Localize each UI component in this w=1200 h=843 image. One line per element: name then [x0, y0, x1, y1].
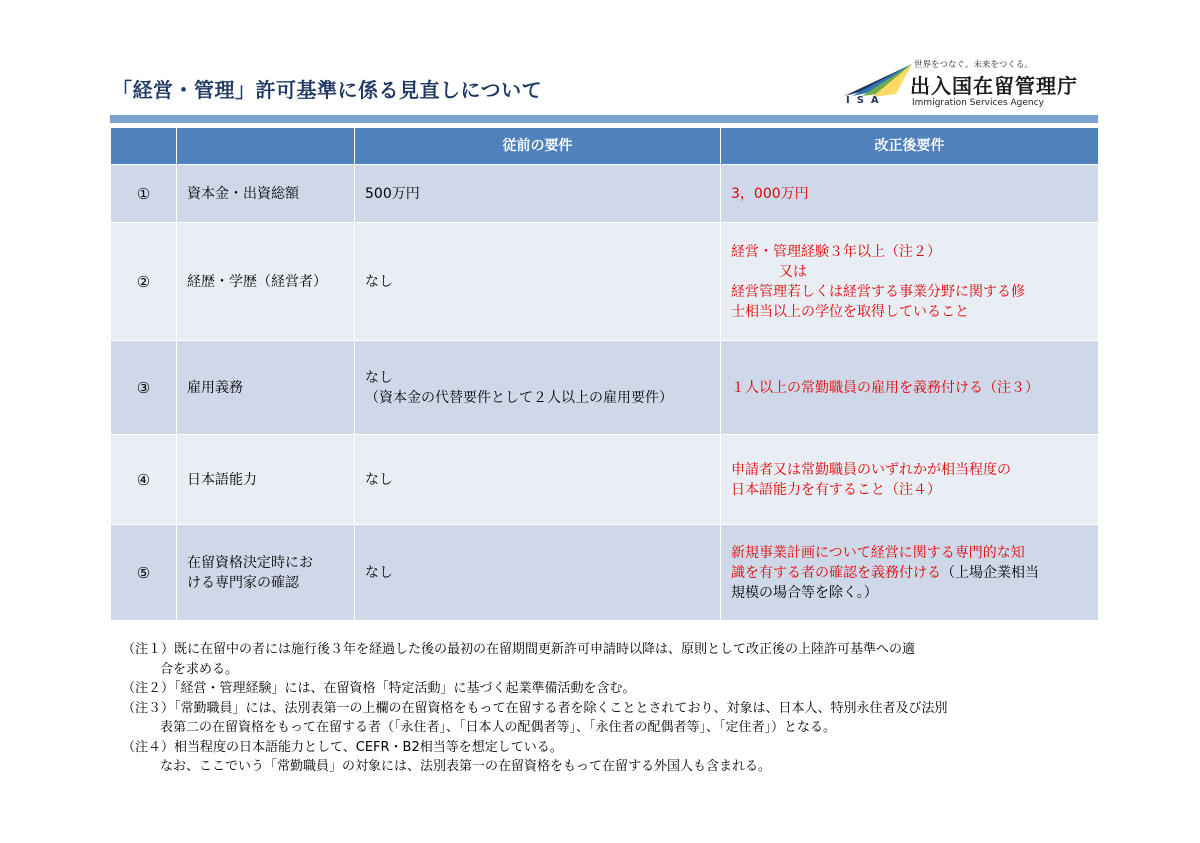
- after-line: 経営・管理経験３年以上（注２）: [731, 243, 941, 260]
- agency-logo: [842, 58, 1092, 114]
- after-line: 又は: [779, 263, 807, 280]
- table-row: [111, 223, 1099, 341]
- row-number: ④: [111, 435, 177, 525]
- row-after-requirement: [721, 341, 1099, 435]
- before-line: 500万円: [365, 185, 420, 202]
- after-line: １人以上の常勤職員の雇用を義務付ける（注３）: [731, 379, 1039, 396]
- after-note: 規模の場合等を除く。）: [731, 584, 878, 601]
- row-item: 経歴・学歴（経営者）: [177, 223, 355, 341]
- logo-english-name: Immigration Services Agency: [912, 98, 1044, 108]
- row-after-requirement: [721, 223, 1099, 341]
- before-line: なし: [365, 564, 393, 581]
- row-before-requirement: [355, 223, 721, 341]
- table-row: [111, 435, 1099, 525]
- footnote-line: 合を求める。: [160, 661, 239, 677]
- before-line: なし: [365, 273, 393, 290]
- footnote-line: （注３）「常勤職員」には、法別表第一の上欄の在留資格をもって在留する者を除くこととされており、対象は、日本人、特別永住者及び法別: [122, 700, 948, 716]
- after-line: 3，000万円: [731, 185, 809, 202]
- before-line: なし: [365, 471, 393, 488]
- after-line: 経営管理若しくは経営する事業分野に関する修: [731, 283, 1025, 300]
- after-line: 識を有する者の確認を義務付ける: [731, 564, 941, 581]
- row-after-requirement: [721, 525, 1099, 621]
- table-body: [111, 165, 1099, 621]
- header-item: [177, 128, 355, 165]
- table-row: [111, 525, 1099, 621]
- row-after-requirement: [721, 435, 1099, 525]
- page-title: 「経営・管理」許可基準に係る見直しについて: [112, 78, 543, 102]
- row-after-requirement: [721, 165, 1099, 223]
- row-number: ⑤: [111, 525, 177, 621]
- footnote-line: （注２）「経営・管理経験」には、在留資格「特定活動」に基づく起業準備活動を含む。: [122, 681, 636, 696]
- footnote-line: （注１）既に在留中の者には施行後３年を経過した後の最初の在留期間更新許可申請時以降は、原則として改正後の上陸許可基準への適: [122, 642, 916, 657]
- header-before: 従前の要件: [355, 128, 721, 165]
- title-divider: [110, 115, 1098, 123]
- footnotes: [122, 640, 1092, 777]
- logo-tagline: 世界をつなぐ。未来をつくる。: [914, 60, 1033, 70]
- row-item: 雇用義務: [177, 341, 355, 435]
- row-before-requirement: [355, 165, 721, 223]
- row-before-requirement: [355, 525, 721, 621]
- footnote-line: 表第二の在留資格をもって在留する者（「永住者」、「日本人の配偶者等」、「永住者の配偶者等」、「定住者」）となる。: [160, 720, 837, 735]
- table-row: [111, 165, 1099, 223]
- before-line: （資本金の代替要件として２人以上の雇用要件）: [365, 389, 673, 406]
- logo-agency-name: 出入国在留管理庁: [910, 74, 1078, 98]
- requirements-table: [110, 127, 1099, 621]
- header-number: [111, 128, 177, 165]
- row-number: ③: [111, 341, 177, 435]
- after-line: 士相当以上の学位を取得していること: [731, 303, 969, 320]
- after-line: 日本語能力を有すること（注４）: [731, 481, 941, 498]
- row-item: 日本語能力: [177, 435, 355, 525]
- row-before-requirement: [355, 341, 721, 435]
- row-item: 資本金・出資総額: [177, 165, 355, 223]
- table-header-row: [111, 128, 1099, 165]
- after-line: 申請者又は常勤職員のいずれかが相当程度の: [731, 461, 1011, 478]
- footnote-line: （注４）相当程度の日本語能力として、CEFR・B2相当等を想定している。: [122, 739, 563, 755]
- row-number: ①: [111, 165, 177, 223]
- logo-abbreviation: ISA: [846, 95, 886, 106]
- row-number: ②: [111, 223, 177, 341]
- row-item: 在留資格決定時にお ける専門家の確認: [177, 525, 355, 621]
- after-note: （上場企業相当: [941, 564, 1039, 581]
- after-line: 新規事業計画について経営に関する専門的な知: [731, 544, 1025, 561]
- footnote-line: なお、ここでいう「常勤職員」の対象には、法別表第一の在留資格をもって在留する外国人も含まれる。: [160, 759, 772, 774]
- before-line: なし: [365, 369, 393, 386]
- header-after: 改正後要件: [721, 128, 1099, 165]
- table-row: [111, 341, 1099, 435]
- row-before-requirement: [355, 435, 721, 525]
